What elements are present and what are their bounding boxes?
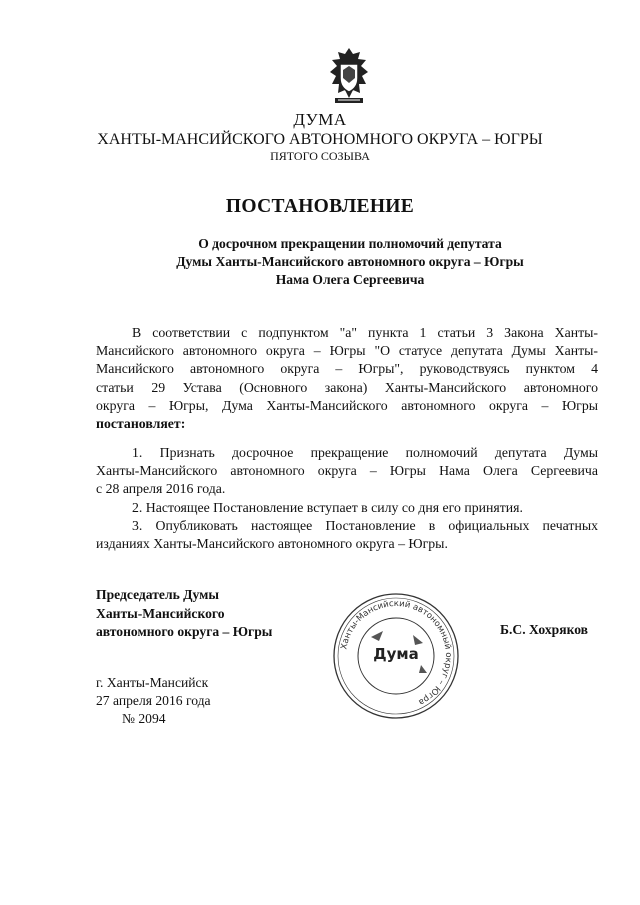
preamble (96, 324, 598, 433)
region-name: ХАНТЫ-МАНСИЙСКОГО АВТОНОМНОГО ОКРУГА – ЮГРЫ (97, 131, 543, 148)
item-1-line: Ханты-Мансийского автономного округа – Югры Нама Олега Сергеевича (96, 463, 598, 479)
item-2: 2. Настоящее Постановление вступает в силу со дня его принятия. (132, 499, 523, 515)
resolves-word: постановляет: (96, 416, 186, 432)
item-1-line: 1. Признать досрочное прекращение полномочий депутата Думы (132, 445, 598, 460)
item-1-line: с 28 апреля 2016 года. (96, 481, 226, 497)
subject-line: Нама Олега Сергеевича (275, 272, 425, 287)
subject-line: Думы Ханты-Мансийского автономного округа – Югры (176, 254, 524, 269)
signatory-title-line: Ханты-Мансийского (96, 605, 225, 621)
subject-line: О досрочном прекращении полномочий депутата (198, 236, 502, 251)
preamble-line: статьи 29 Устава (Основного закона) Ханты-Мансийского автономного (96, 379, 598, 395)
preamble-line: Мансийского автономного округа – Югры", руководствуясь пунктом 4 (96, 361, 598, 377)
item-3-line: 3. Опубликовать настоящее Постановление в официальных печатных (132, 517, 598, 533)
svg-text:Ханты-Мансийский автономный ок: Ханты-Мансийский автономный округ – Югра (339, 598, 454, 708)
document-type: ПОСТАНОВЛЕНИЕ (225, 196, 415, 217)
document-number: № 2094 (122, 711, 166, 726)
signatory-name: Б.С. Хохряков (500, 622, 589, 637)
signatory-title (96, 586, 272, 642)
document-subject (60, 235, 640, 289)
official-stamp (331, 591, 461, 721)
coat-of-arms-icon (326, 46, 372, 106)
issue-details (96, 674, 211, 728)
preamble-line: Мансийского автономного округа – Югры "О статусе депутата Думы Ханты- (96, 343, 598, 359)
issue-date: 27 апреля 2016 года (96, 693, 211, 708)
org-name: ДУМА (293, 110, 347, 129)
stamp-center-text: Дума (373, 645, 419, 663)
signatory-title-line: Председатель Думы (96, 587, 220, 602)
resolution-items (96, 444, 598, 553)
convocation: ПЯТОГО СОЗЫВА (270, 149, 370, 163)
preamble-line: В соответствии с подпунктом "а" пункта 1 статьи 3 Закона Ханты- (132, 325, 598, 340)
issue-place: г. Ханты-Мансийск (96, 675, 209, 690)
preamble-line: округа – Югры, Дума Ханты-Мансийского автономного округа – Югры (96, 397, 598, 413)
signatory-title-line: автономного округа – Югры (96, 624, 273, 639)
item-3-line: изданиях Ханты-Мансийского автономного округа – Югры. (96, 536, 448, 552)
